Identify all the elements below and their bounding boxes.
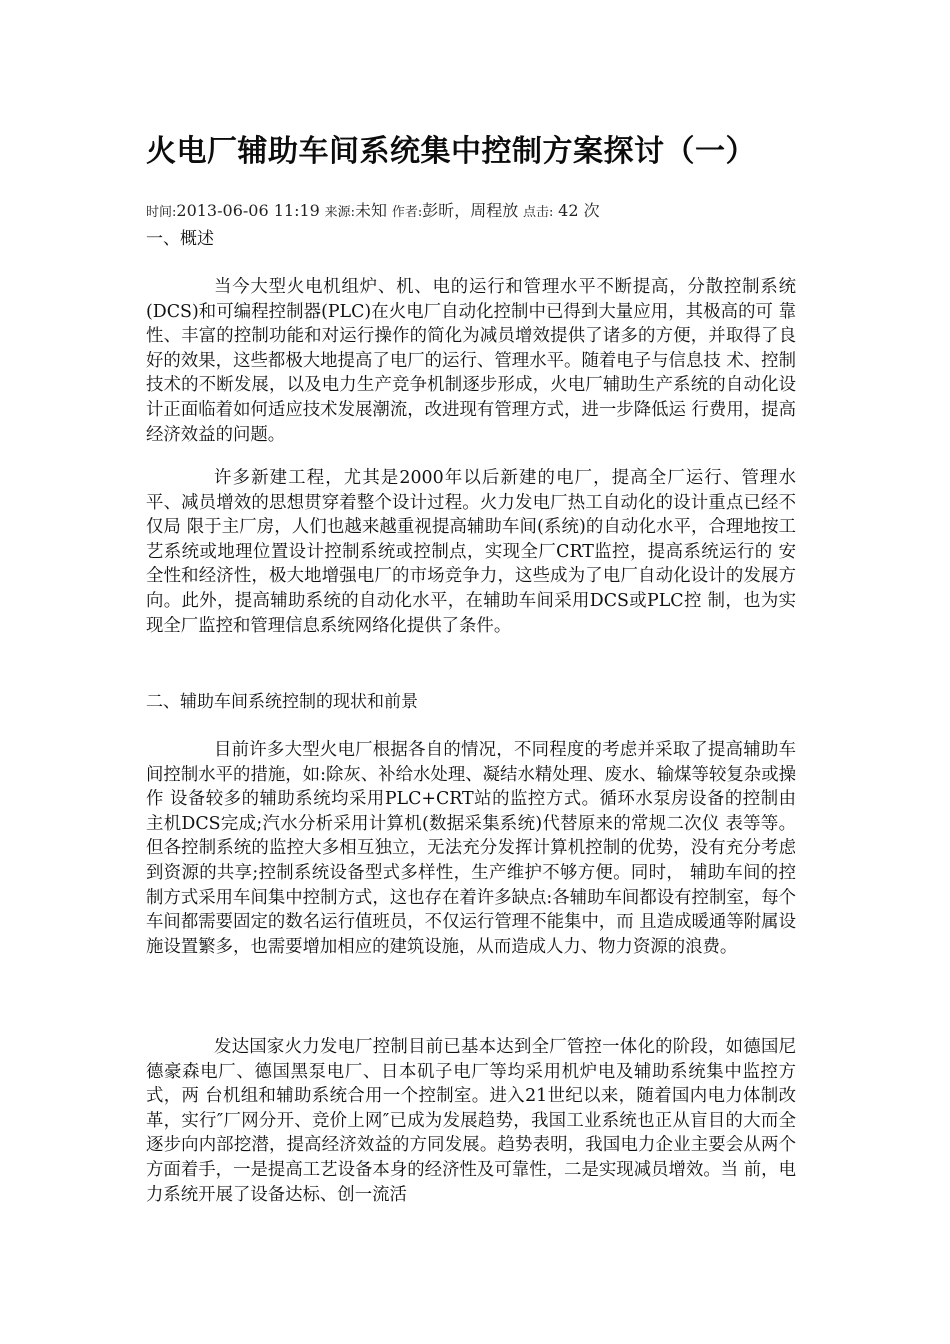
- paragraph: 许多新建工程，尤其是2000年以后新建的电厂，提高全厂运行、管理水平、减员增效的思想贯穿着整个设计过程。火力发电厂热工自动化的设计重点已经不仅局 限于主厂房，人们也越来越重视提高辅助车间(系统)的自动化水平，合理地按工艺系统或地理位置设计控制系统或控制点，实现全厂CRT监控，提高系统运行的 安全性和经济性，极大地增强电厂的市场竞争力，这些成为了电厂自动化设计的发展方向。此外，提高辅助系统的自动化水平，在辅助车间采用DCS或PLC控 制，也为实现全厂监控和管理信息系统网络化提供了条件。: [146, 468, 796, 636]
- author-value: 彭昕，周程放: [422, 201, 519, 220]
- article: [146, 0, 806, 1344]
- article-title: 火电厂辅助车间系统集中控制方案探讨（一）: [146, 134, 756, 169]
- author-label: 作者:: [391, 205, 423, 220]
- source-label: 来源:: [324, 205, 356, 220]
- time-value: 2013-06-06 11:19: [176, 201, 320, 220]
- paragraph: 发达国家火力发电厂控制目前已基本达到全厂管控一体化的阶段，如德国尼德豪森电厂、德国黑泵电厂、日本矶子电厂等均采用机炉电及辅助系统集中监控方式，两 台机组和辅助系统合用一个控制室。进入21世纪以来，随着国内电力体制改革，实行″厂网分开、竞价上网″已成为发展趋势，我国工业系统也正从盲目的大而全 逐步向内部挖潜，提高经济效益的方同发展。趋势表明，我国电力企业主要会从两个方面着手，一是提高工艺设备本身的经济性及可靠性，二是实现减员增效。当 前，电力系统开展了设备达标、创一流活: [146, 1037, 796, 1205]
- source-value: 未知: [355, 201, 388, 220]
- hits-label: 点击:: [523, 205, 554, 220]
- article-meta: [146, 200, 600, 224]
- time-label: 时间:: [146, 205, 177, 220]
- paragraph: 当今大型火电机组炉、机、电的运行和管理水平不断提高，分散控制系统(DCS)和可编程控制器(PLC)在火电厂自动化控制中已得到大量应用，其极高的可 靠性、丰富的控制功能和对运行操作的简化为减员增效提供了诸多的方便，并取得了良好的效果，这些都极大地提高了电厂的运行、管理水平。随着电子与信息技 术、控制技术的不断发展，以及电力生产竞争机制逐步形成，火电厂辅助生产系统的自动化设计正面临着如何适应技术发展潮流，改进现有管理方式，进一步降低运 行费用，提高经济效益的问题。: [146, 277, 796, 445]
- hits-value: 42 次: [558, 201, 600, 220]
- section-heading-status: 二、辅助车间系统控制的现状和前景: [146, 692, 418, 712]
- section-heading-overview: 一、概述: [146, 229, 214, 249]
- paragraph: 目前许多大型火电厂根据各自的情况，不同程度的考虑并采取了提高辅助车间控制水平的措施，如:除灰、补给水处理、凝结水精处理、废水、输煤等较复杂或操作 设备较多的辅助系统均采用PLC+CRT站的监控方式。循环水泵房设备的控制由主机DCS完成;汽水分析采用计算机(数据采集系统)代替原来的常规二次仪 表等等。但各控制系统的监控大多相互独立，无法充分发挥计算机控制的优势，没有充分考虑到资源的共享;控制系统设备型式多样性，生产维护不够方便。同时， 辅助车间的控制方式采用车间集中控制方式，这也存在着许多缺点:各辅助车间都设有控制室，每个车间都需要固定的数名运行值班员，不仅运行管理不能集中，而 且造成暖通等附属设施设置繁多，也需要增加相应的建筑设施，从而造成人力、物力资源的浪费。: [146, 740, 796, 957]
